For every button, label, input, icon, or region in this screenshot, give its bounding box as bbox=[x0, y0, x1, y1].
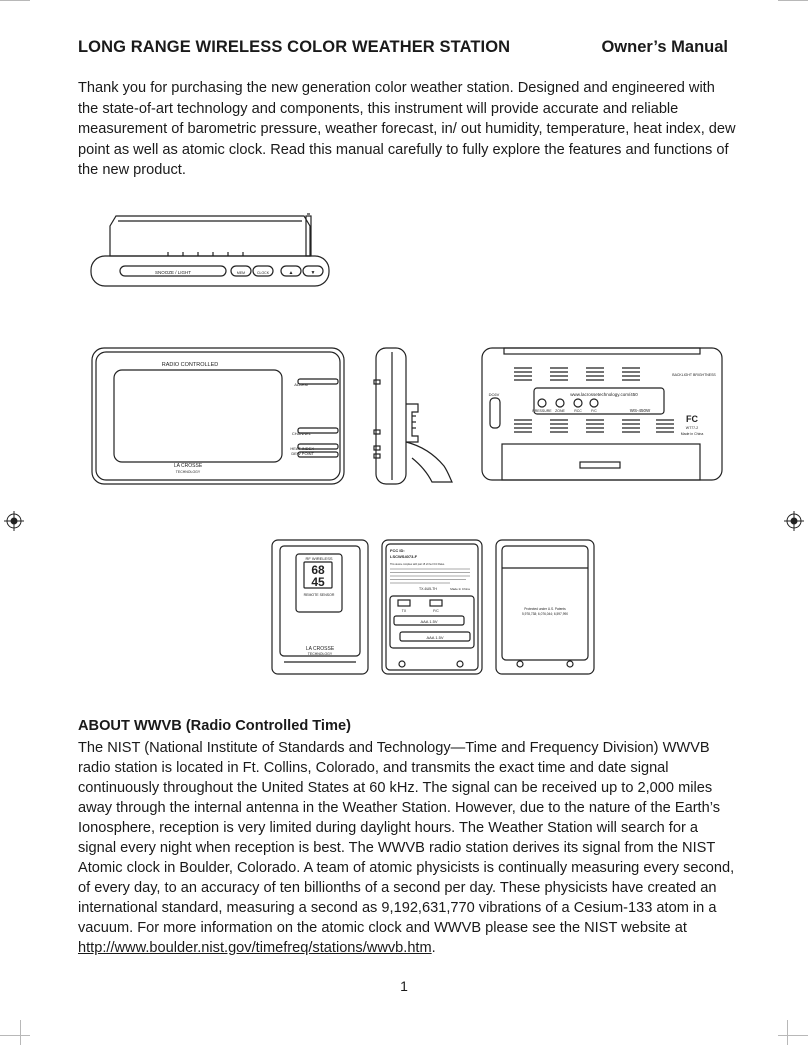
sensor-open-figure bbox=[380, 538, 484, 676]
fc-button-label: F/C bbox=[433, 609, 439, 613]
brand-logo: LA CROSSE bbox=[173, 463, 203, 469]
brand-sub-logo: TECHNOLOGY bbox=[175, 470, 201, 474]
battery-2-label: AAA 1.5V bbox=[426, 635, 444, 640]
crop-mark-top-right bbox=[778, 0, 808, 1]
about-wwvb-text: The NIST (National Institute of Standards and Technology—Time and Frequency Division) WWVB radio station is located in Ft. Collins, Colorado, and transmits the exact time and date signal continuously throughout the United States at 60 kHz. The signal can be received up to 2,000 miles away through the internal antenna in the Weather Station. However, due to the nature of the Earth’s Ionosphere, reception is very limited during daylight hours. The Weather Station will search for a signal every night when reception is best. The WWVB radio station derives its signal from the NIST Atomic clock in Boulder, Colorado. A team of atomic physicists is continually measuring every second, of every day, to an accuracy of ten billionths of a second per day. These physicists have created an international standard, measuring a second as 9,192,631,770 vibrations of a Cesium-133 atom in a vacuum. For more information on the atomic clock and WWVB please see the NIST website at bbox=[78, 740, 735, 936]
channel-label: CHANNEL bbox=[291, 431, 311, 436]
fcc-id-label: FCC ID: bbox=[390, 548, 405, 553]
rcc-label: RCC bbox=[574, 409, 582, 413]
clock-label: CLOCK bbox=[256, 271, 270, 275]
snooze-light-label: SNOOZE / LIGHT bbox=[154, 270, 192, 275]
tx-button-label: TX bbox=[401, 609, 407, 613]
remote-sensor-label: REMOTE SENSOR bbox=[303, 593, 335, 597]
dc-jack-label: DC6V bbox=[488, 392, 500, 397]
side-view-figure bbox=[372, 346, 456, 486]
crop-mark-bottom-right bbox=[778, 1035, 808, 1036]
crop-mark-right-vertical bbox=[787, 1020, 788, 1045]
dew-point-label: DEW POINT bbox=[291, 451, 314, 456]
alarm-label: ALARM bbox=[294, 382, 308, 387]
crop-mark-top-left bbox=[0, 0, 30, 1]
fcc-code-label: LSCWS4073-F bbox=[390, 554, 418, 559]
patent-line-2: 5,978,738; 6,076,044; 6,597,990 bbox=[521, 612, 569, 616]
up-arrow-label: ▲ bbox=[288, 270, 294, 276]
page-title: LONG RANGE WIRELESS COLOR WEATHER STATION bbox=[78, 38, 511, 56]
patent-code-label: WT77-2 bbox=[685, 426, 699, 430]
heat-index-label: HEAT INDEX bbox=[290, 446, 314, 451]
registration-mark-right bbox=[784, 511, 804, 531]
sensor-front-figure bbox=[270, 538, 370, 676]
page-number: 1 bbox=[400, 978, 408, 994]
rf-wireless-label: RF WIRELESS bbox=[305, 556, 333, 561]
backlight-label: BACKLIGHT BRIGHTNESS bbox=[672, 373, 716, 377]
sensor-made-in: Made In China bbox=[450, 587, 470, 591]
about-wwvb-body bbox=[78, 738, 738, 958]
mem-label: MEM bbox=[236, 271, 246, 275]
about-wwvb-heading: ABOUT WWVB (Radio Controlled Time) bbox=[78, 718, 351, 734]
registration-mark-left bbox=[4, 511, 24, 531]
crop-mark-left-vertical bbox=[20, 1020, 21, 1045]
back-view-figure bbox=[480, 346, 724, 486]
manual-label: Owner’s Manual bbox=[601, 38, 728, 56]
radio-controlled-label: RADIO CONTROLLED bbox=[161, 362, 219, 368]
down-arrow-label: ▼ bbox=[310, 270, 316, 276]
model-label: WS-450W bbox=[629, 408, 651, 413]
top-view-figure bbox=[88, 212, 334, 292]
zone-label: ZONE bbox=[555, 409, 565, 413]
nist-website-link[interactable]: http://www.boulder.nist.gov/timefreq/stations/wwvb.htm bbox=[78, 940, 432, 956]
fc-switch-label: F/C bbox=[591, 409, 597, 413]
sensor-brand-sub: TECHNOLOGY bbox=[307, 652, 333, 656]
sensor-back-figure bbox=[494, 538, 596, 676]
website-label: www.lacrossetechnology.com/450 bbox=[570, 392, 638, 397]
compliance-text: This device complies with part 15 of the FCC Rules. bbox=[390, 563, 445, 566]
link-suffix: . bbox=[431, 940, 436, 956]
made-in-label: Made in China bbox=[680, 432, 704, 436]
patent-line-1: Protected under U.S. Patents bbox=[524, 607, 566, 611]
sensor-model-label: TX-6U5-TH bbox=[419, 587, 437, 591]
sensor-display-bottom: 45 bbox=[311, 575, 325, 589]
pressure-label: PRESSURE bbox=[532, 409, 552, 413]
front-view-figure bbox=[90, 346, 346, 486]
intro-paragraph: Thank you for purchasing the new generation color weather station. Designed and engineered with the state-of-art technology and components, this instrument will provide accurate and reliable measurement of barometric pressure, weather forecast, in/ out humidity, temperature, heat index, dew point as well as atomic clock. Read this manual carefully to fully explore the features and functions of the new product. bbox=[78, 80, 736, 179]
crop-mark-bottom-left bbox=[0, 1035, 30, 1036]
battery-1-label: AAA 1.5V bbox=[420, 619, 438, 624]
sensor-brand-logo: LA CROSSE bbox=[305, 646, 335, 652]
fcc-mark: FC bbox=[686, 414, 698, 424]
sensor-display-top: 68 bbox=[311, 563, 325, 577]
